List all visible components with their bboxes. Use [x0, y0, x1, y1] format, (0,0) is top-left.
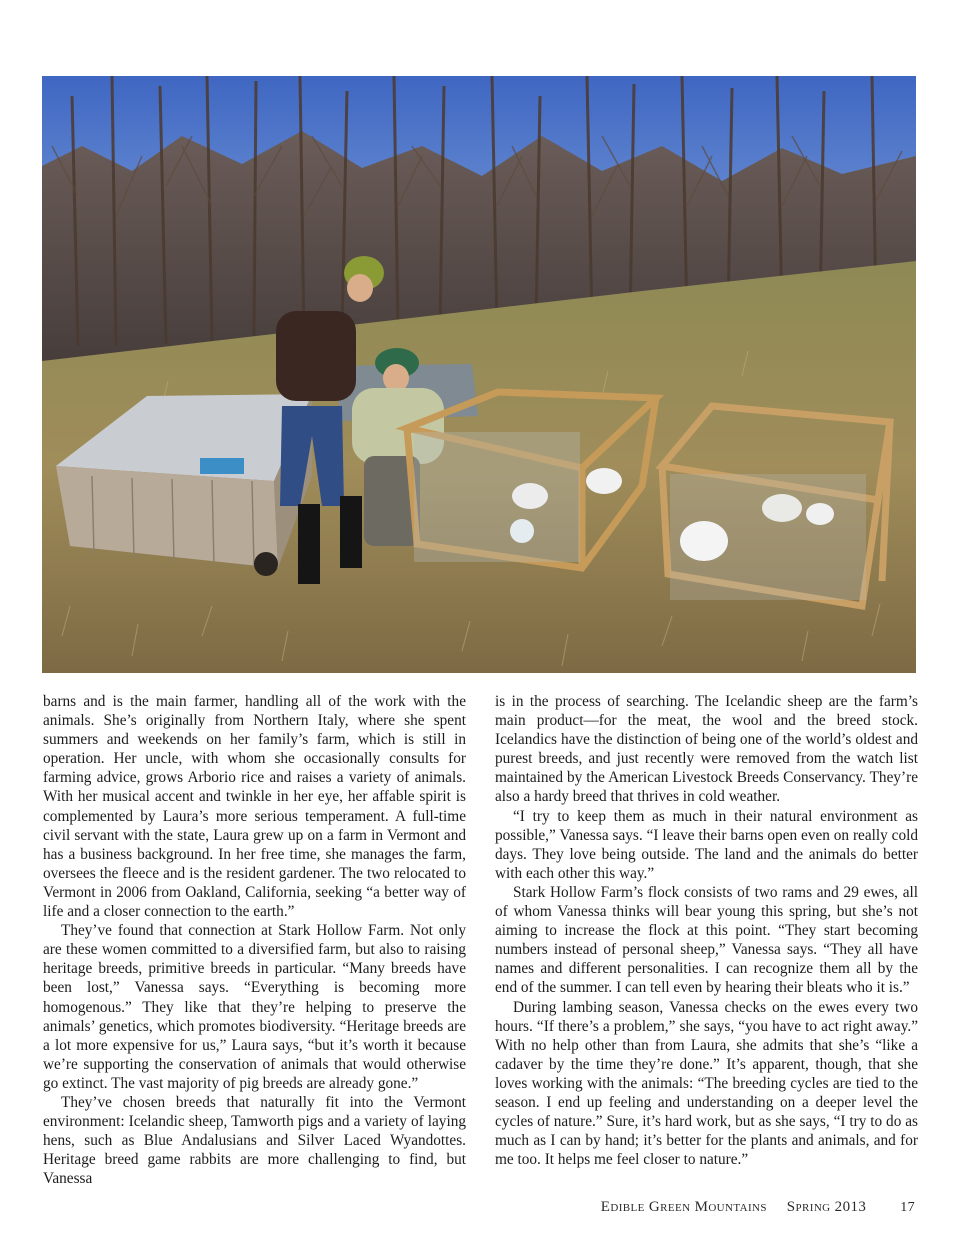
paragraph: Stark Hollow Farm’s flock consists of two rams and 29 ewes, all of whom Vanessa thinks will bear young this spring, but she’s not aiming to increase the flock at this point. “They start becoming numbers instead of personal sheep,” Vanessa says. “They all have names and different personalities. I can recognize them all by the end of the summer. I can tell even by hearing their bleats who it is.” [495, 883, 918, 997]
issue-date: Spring 2013 [786, 1199, 867, 1215]
paragraph: They’ve found that connection at Stark Hollow Farm. Not only are these women committed to a diversified farm, but also to raising heritage breeds, primitive breeds in particular. “Many breeds have been lost,” Vanessa says. “Everything is becoming more homogenous.” They like that they’re helping to preserve the animals’ genetics, which promotes biodiversity. “Heritage breeds are a lot more expensive for us,” Laura says, “but it’s worth it because we’re supporting the conservation of animals that would otherwise go extinct. The vast majority of pig breeds are already gone.” [43, 922, 466, 1092]
paragraph: They’ve chosen breeds that naturally fit into the Vermont environment: Icelandic sheep, Tamworth pigs and a variety of laying hens, such as Blue Andalusians and Silver Laced Wyandottes. Heritage breed game rabbits are more challenging to find, but Vanessa [43, 1093, 466, 1188]
article-photo [42, 76, 916, 673]
publication-name: Edible Green Mountains [600, 1199, 767, 1215]
article-column-left [43, 692, 466, 1188]
paragraph: barns and is the main farmer, handling all of the work with the animals. She’s originally from Northern Italy, where she spent summers and weekends on her family’s farm, which is still in operation. Her uncle, with whom she occasionally consults for farming advice, grows Arborio rice and raises a variety of animals. With her musical accent and twinkle in her eye, her affable spirit is complemented by Laura’s more serious temperament. A full-time civil servant with the state, Laura grew up on a farm in Vermont and has a business background. In her free time, she manages the farm, oversees the fleece and is the resident gardener. The two relocated to Vermont in 2006 from Oakland, California, seeking “a better way of life and a closer connection to the earth.” [43, 693, 466, 921]
article-column-right [495, 692, 918, 1169]
farm-photo-illustration [42, 76, 916, 673]
paragraph: “I try to keep them as much in their natural environment as possible,” Vanessa says. “I leave their barns open even on really cold days. They love being outside. The land and the animals do better with each other this way.” [495, 807, 918, 882]
paragraph: is in the process of searching. The Icelandic sheep are the farm’s main product—for the meat, the wool and the breed stock. Icelandics have the distinction of being one of the world’s oldest and purest breeds, and just recently were removed from the watch list maintained by the American Livestock Breeds Conservancy. They’re also a hardy breed that thrives in cold weather. [495, 693, 918, 806]
page-footer [601, 1199, 915, 1216]
page-number: 17 [900, 1200, 915, 1215]
paragraph: During lambing season, Vanessa checks on the ewes every two hours. “If there’s a problem,” she says, “you have to act right away.” With no help other than from Laura, she admits that she’s “like a cadaver by the time they’re done.” It’s apparent, though, that she loves working with the animals: “The breeding cycles are tied to the season. I end up feeling and understanding on a deeper level the cycles of nature.” Sure, it’s hard work, but as she says, “I try to do as much as I can by hand; it’s better for the plants and animals, and for me too. It helps me feel closer to nature.” [495, 998, 918, 1169]
